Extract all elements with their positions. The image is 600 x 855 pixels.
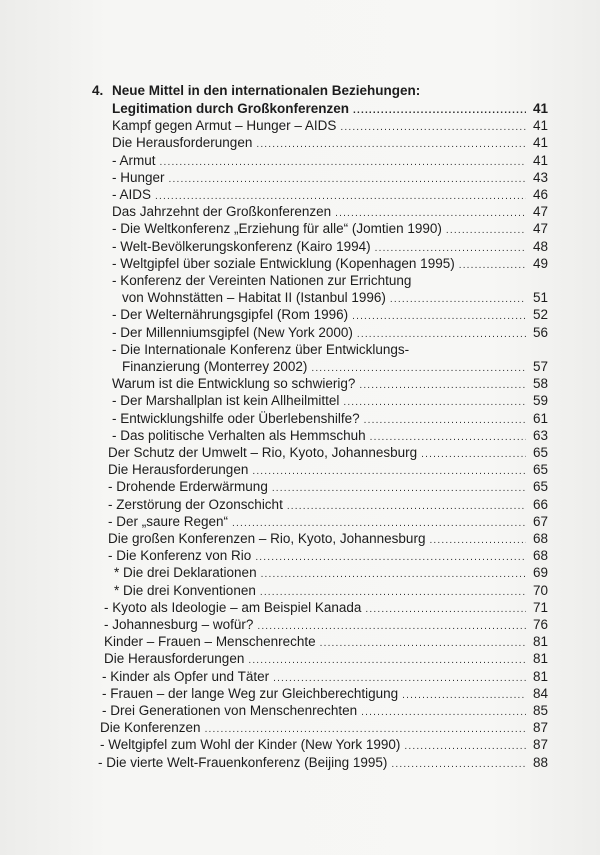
toc-entry	[112, 306, 548, 324]
toc-entry	[112, 375, 548, 393]
dot-leader	[375, 242, 526, 256]
dot-leader	[272, 482, 526, 496]
toc-entry-title: - Das politische Verhalten als Hemmschuh	[112, 427, 366, 443]
toc-page-number: 61	[532, 410, 548, 426]
toc-entry-title: Kinder – Frauen – Menschenrechte	[104, 634, 316, 650]
dot-leader	[320, 637, 526, 651]
toc-entry	[112, 203, 548, 221]
dot-leader	[404, 740, 526, 754]
toc-entry	[112, 220, 548, 238]
toc-entry-title: - Welt-Bevölkerungskonferenz (Kairo 1994)	[112, 238, 371, 254]
toc-entry-title: - Der Marshallplan ist kein Allheilmittel	[112, 393, 340, 409]
dot-leader	[340, 121, 526, 135]
toc-entry-title: Die Herausforderungen	[112, 135, 253, 151]
dot-leader	[352, 310, 526, 324]
toc-entry-title: Der Schutz der Umwelt – Rio, Kyoto, Johannesburg	[108, 445, 418, 460]
toc-entry	[112, 100, 548, 118]
toc-page-number: 41	[532, 152, 548, 168]
toc-entry-title: - Armut	[112, 152, 156, 168]
toc-page-number: 63	[532, 427, 548, 443]
dot-leader	[205, 723, 526, 737]
dot-leader	[446, 224, 526, 238]
toc-entry	[102, 668, 548, 686]
toc-entry	[108, 530, 548, 548]
dot-leader	[252, 465, 526, 479]
toc-page-number: 46	[532, 187, 548, 202]
toc-entry-title: - Johannesburg – wofür?	[104, 617, 254, 632]
toc-entry	[112, 427, 548, 445]
toc-entry-title: - Die Konferenz von Rio	[108, 548, 252, 564]
dot-leader	[155, 190, 526, 204]
toc-entry-title: - Hunger	[112, 169, 165, 185]
toc-entry-title: Die Herausforderungen	[108, 462, 249, 478]
toc-entry-title: - Drohende Erderwärmung	[108, 479, 268, 495]
dot-leader	[248, 654, 526, 668]
toc-page-number: 84	[532, 685, 548, 701]
toc-entry	[112, 134, 548, 152]
toc-page-number: 41	[532, 118, 548, 134]
toc-entry-title: - Kinder als Opfer und Täter	[102, 668, 270, 684]
toc-entry-title: - Frauen – der lange Weg zur Gleichberechtigung	[102, 685, 399, 701]
toc-page-number: 52	[532, 307, 548, 323]
toc-entry	[108, 547, 548, 565]
toc-page-number: 88	[532, 754, 548, 770]
toc-page-number: 69	[532, 565, 548, 581]
toc-page-number: 49	[532, 255, 548, 271]
toc-entry-title: - Kyoto als Ideologie – am Beispiel Kanada	[104, 599, 362, 615]
toc-entry	[112, 117, 548, 135]
toc-page-number: 85	[532, 703, 548, 718]
toc-page-number: 68	[532, 548, 548, 564]
toc-page-number: 81	[532, 668, 548, 684]
toc-entry	[112, 186, 548, 204]
dot-leader	[232, 517, 526, 531]
toc-entry	[108, 513, 548, 531]
toc-entry-title: von Wohnstätten – Habitat II (Istanbul 1996)	[122, 290, 386, 306]
chapter-title: Neue Mittel in den internationalen Beziehungen:	[112, 83, 421, 98]
toc-entry-title: - Entwicklungshilfe oder Überlebenshilfe?	[112, 410, 360, 426]
toc-page-number: 87	[532, 737, 548, 753]
toc-entry	[104, 599, 548, 617]
chapter-number: 4.	[92, 83, 104, 98]
dot-leader	[311, 362, 526, 376]
toc-page-number: 59	[532, 393, 548, 409]
toc-entry-title: - AIDS	[112, 187, 152, 202]
dot-leader	[256, 138, 526, 152]
toc-page-number: 58	[532, 376, 548, 392]
dot-leader	[257, 620, 526, 634]
dot-leader	[343, 396, 526, 410]
dot-leader	[287, 500, 526, 514]
toc-entry	[112, 392, 548, 410]
toc-entry	[122, 289, 548, 307]
toc-page-number: 65	[532, 462, 548, 478]
toc-page-number: 47	[532, 221, 548, 237]
toc-entry-title: * Die drei Deklarationen	[114, 565, 257, 581]
toc-entry-title: - Zerstörung der Ozonschicht	[108, 496, 283, 512]
dot-leader	[364, 414, 526, 428]
dot-leader	[429, 534, 526, 548]
toc-entry	[112, 324, 548, 342]
dot-leader	[169, 173, 526, 187]
toc-page-number: 70	[532, 582, 548, 598]
toc-page-number: 57	[532, 359, 548, 374]
toc-entry-title: - Die Weltkonferenz „Erziehung für alle“ (Jomtien 1990)	[112, 221, 442, 237]
toc-page-number: 48	[532, 238, 548, 254]
toc-entry-title: Kampf gegen Armut – Hunger – AIDS	[112, 118, 337, 134]
toc-entry-title: * Die drei Konventionen	[114, 582, 256, 598]
toc-entry	[112, 410, 548, 428]
toc-entry-title: - Weltgipfel zum Wohl der Kinder (New York 1990)	[100, 737, 401, 753]
dot-leader	[353, 104, 526, 118]
toc-entry-title: - Drei Generationen von Menschenrechten	[102, 703, 358, 718]
toc-entry	[108, 496, 548, 514]
toc-page-number: 66	[532, 496, 548, 512]
toc-entry-title: Die Konferenzen	[100, 720, 201, 736]
toc-page-number: 71	[532, 599, 548, 615]
toc-entry-title: - Der Welternährungsgipfel (Rom 1996)	[112, 307, 349, 323]
toc-page-number: 51	[532, 290, 548, 306]
toc-entry	[108, 444, 548, 462]
toc-entry-title: - Konferenz der Vereinten Nationen zur Errichtung	[112, 273, 412, 288]
dot-leader	[370, 431, 526, 445]
toc-entry-title: - Der „saure Regen“	[108, 513, 229, 529]
dot-leader	[261, 568, 526, 582]
dot-leader	[365, 603, 526, 617]
toc-entry	[114, 582, 548, 600]
toc-page-number: 67	[532, 513, 548, 529]
dot-leader	[359, 379, 526, 393]
dot-leader	[260, 586, 526, 600]
dot-leader	[421, 448, 526, 462]
toc-entry	[112, 255, 548, 273]
toc-entry	[104, 633, 548, 651]
toc-entry	[98, 754, 548, 772]
toc-entry	[104, 650, 548, 668]
toc-page-number: 68	[532, 531, 548, 546]
toc-entry-title: - Die Internationale Konferenz über Entwicklungs-	[112, 341, 410, 357]
dot-leader	[357, 328, 526, 342]
dot-leader	[459, 259, 526, 273]
toc-entry	[112, 152, 548, 170]
dot-leader	[255, 551, 526, 565]
dot-leader	[361, 706, 526, 720]
dot-leader	[273, 672, 526, 686]
toc-page-number: 81	[532, 634, 548, 650]
toc-entry	[122, 358, 548, 376]
toc-page-number: 76	[532, 617, 548, 632]
toc-entry-title: Legitimation durch Großkonferenzen	[112, 101, 350, 116]
toc-entry	[112, 341, 548, 359]
toc-entry-title: Die Herausforderungen	[104, 651, 245, 667]
toc-entry-title: - Der Millenniumsgipfel (New York 2000)	[112, 324, 353, 340]
toc-page-number: 47	[532, 204, 548, 220]
dot-leader	[335, 207, 526, 221]
toc-entry-title: - Die vierte Welt-Frauenkonferenz (Beijing 1995)	[98, 754, 388, 770]
toc-entry	[100, 719, 548, 737]
toc-entry-title: Das Jahrzehnt der Großkonferenzen	[112, 204, 332, 220]
toc-entry	[102, 702, 548, 720]
toc-page-number: 43	[532, 169, 548, 185]
toc-entry	[108, 478, 548, 496]
toc-page-number: 81	[532, 651, 548, 667]
dot-leader	[390, 293, 526, 307]
toc-entry	[104, 616, 548, 634]
dot-leader	[160, 156, 526, 170]
toc-page-number: 41	[532, 135, 548, 151]
toc-page-number: 87	[532, 720, 548, 736]
toc-entry	[102, 685, 548, 703]
toc-entry	[100, 736, 548, 754]
toc-entry	[112, 169, 548, 187]
dot-leader	[391, 758, 526, 772]
toc-entry	[112, 238, 548, 256]
toc-entry	[112, 272, 548, 290]
toc-entry-title: Die großen Konferenzen – Rio, Kyoto, Johannesburg	[108, 531, 426, 546]
toc-entry	[114, 564, 548, 582]
toc-entry	[108, 461, 548, 479]
toc-entry-title: Warum ist die Entwicklung so schwierig?	[112, 376, 356, 392]
toc-page-number: 56	[532, 324, 548, 340]
toc-page-number: 41	[532, 101, 548, 116]
toc-page-number: 65	[532, 479, 548, 495]
toc-entry-title: Finanzierung (Monterrey 2002)	[122, 359, 308, 374]
toc-entry-title: - Weltgipfel über soziale Entwicklung (Kopenhagen 1995)	[112, 255, 455, 271]
dot-leader	[402, 689, 526, 703]
toc-page-number: 65	[532, 445, 548, 460]
